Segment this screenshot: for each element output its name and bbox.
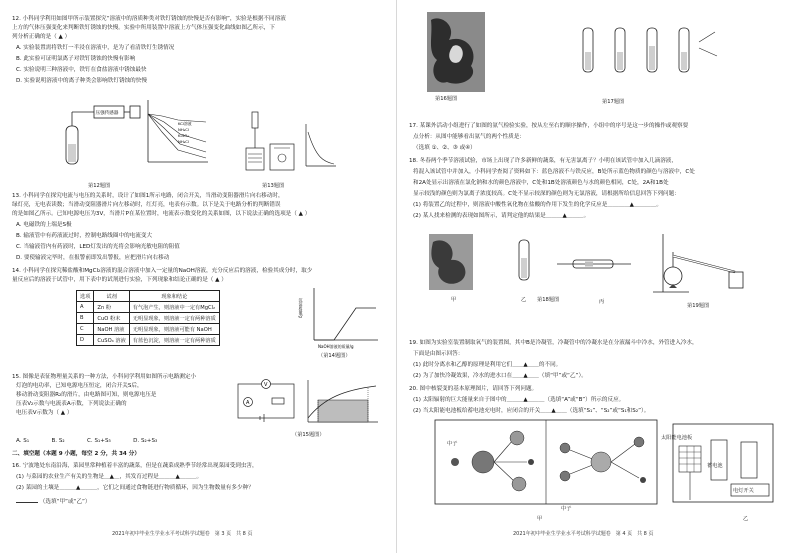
svg-text:V: V [264,382,268,388]
fig18-label-c: 丙 [599,299,605,305]
q13-option-c: C. 当输液管内有药液时，LED灯发出的光将会影响光敏电阻的阻值 [16,244,180,250]
page-right [397,0,794,553]
fig19-diagram [649,230,769,298]
fig20-tag-neutron-1: 中子 [447,441,458,447]
q15-stem: 15. 图像是表征物理量关系的一种方法，小科同学利用如图所示电路测定小 [12,374,197,380]
fig12-legend-1: KCl溶液 [178,121,192,126]
table-row [77,335,220,346]
q12-option-a: A. 实验装置需将铁钉一半浸在溶液中，是为了看清铁钉生锈情况 [16,45,175,51]
table-header-cell: 试剂 [94,291,129,302]
q14-stem: 14. 小科同学在探究稀盐酸和MgCl₂溶液的混合溶液中加入一定量的NaOH溶液，充分反应后的溶液，检验其成分时，取少 [12,268,313,274]
q17-stem: 17. 某课外活动小组进行了如图的氨气检验实验，按从左至右的顺序操作，小组中的序号是这一步的操作或观察要 [409,123,689,129]
fig20-tag-solar-panel: 太阳能电池板 [661,435,693,441]
q12-stem: 12. 小科同学利用如图甲所示装置探究“溶液中的溶质种类对铁钉锈蚀的快慢是否有影响”，实验是根据不同溶液 [12,16,286,22]
q15-stem-4: 压表V₂示数与电流表A示数，下列说法正确的 [16,401,127,407]
table-cell: NaOH 溶液 [94,324,129,335]
q13-option-b: B. 输液管中有药液流过时，控制电路线圈中的电流变大 [16,233,153,239]
q18-stem-4: 显示较浅的颜色则为氯离子浓度较高。C处不显示较深的颜色则为无氯溶液，请根据所给信息回答下列问题： [413,191,680,197]
fig18-caption: 第18题图 [537,297,560,303]
fig12-device-label: 压强传感器 [95,111,119,116]
q12-option-b: B. 此实验可证明氯离子对铁钉锈蚀的快慢有影响 [16,56,136,62]
table-cell: B [77,313,94,324]
q18-line-1: (1) 将装置乙的过程中，则溶液中酸性氧化物在盐酸的作用下发生的化学反应是＿＿＿＿▲＿＿＿＿。 [413,202,662,208]
q18-stem: 18. 冬春两个季节溶液试验，市场上出现了许多新鲜的蔬菜，有无害氯离子？小明在该试管中加入几滴溶液， [409,158,677,164]
q17-stem-2: 点分析：从图中能够看出氨气的两个性质是： [413,134,525,140]
q12-option-d: D. 实验说明溶液中的离子种类会影响铁钉锈蚀的快慢 [16,78,147,84]
q19-stem-2: 下面是由图示回答： [413,351,464,357]
fig20-tag-battery: 蓄电池 [707,463,723,469]
answer-blank [16,497,38,503]
q13-option-d: D. 要使输液完毕时，在报警前即发出警报，应把滑片向右移动 [16,255,170,261]
table-header-cell: 现象和结论 [129,291,219,302]
q15-options: A. S₁ B. S₂ C. S₁+S₃ D. S₂+S₃ [16,438,158,444]
table-cell: 无明显现象，则溶液一定有两种溶质 [129,313,219,324]
footer-left: 2021年初中毕业生学业水平考试科学试题卷 第 3 页 共 8 页 [112,531,253,537]
table-header-row [77,291,220,302]
fig12-diagram [60,92,210,182]
table-cell: 有蓝色沉淀，则溶液一定有两种溶质 [129,335,219,346]
table-cell: C [77,324,94,335]
fig12-legend-4: NH₄Cl [178,139,189,144]
q14-stem-2: 量反应后的溶液于试管中，用下表中的试剂进行实验，下列现象和结论正确的是（ ▲ ） [12,277,227,283]
table-cell: CuSO₄ 溶液 [94,335,129,346]
table-row [77,324,220,335]
q19-line-2: (2) 为了加快冷凝效果，冷水的进水口在＿＿▲＿＿（填“甲”或“乙”）。 [413,373,587,379]
fig13-diagram [232,104,342,180]
q15-stem-5: 电压表V示数为（ ▲ ） [16,410,73,416]
q12-stem-3: 列分析正确的是（ ▲ ） [12,34,71,40]
q17-stem-3: （选填 ①、②、③ 或④） [413,145,476,151]
q15-stem-3: 移动滑动变阻器R₂的滑片，由电路图可知，则电源电压是 [16,392,157,398]
fig18-diagram [427,232,637,294]
q18-line-2: (2) 某人找来检测的表现如图所示，请判定他的结果是＿＿＿▲＿＿＿。 [413,213,590,219]
svg-text:A: A [246,400,250,406]
fig17-caption: 第17题图 [602,99,625,105]
table-header-cell: 选项 [77,291,94,302]
q16-line-2: (2) 菜园的土壤是＿＿＿▲＿＿＿，它们之间通过食物链进行物质循环，因为生物数量有多少种？ [16,485,254,491]
q19-stem: 19. 如图为实验室装置制取氧气的装置图，其中B是冷凝管，冷凝管中的冷凝水是在分液漏斗中冷水，外管进入冷水， [409,340,698,346]
q16-stem: 16. 宁波地处东南沿海，菜园里常种植着丰富的蔬菜，但是在蔬菜成熟季节经常出现菜园受到虫害， [12,463,258,469]
fig19-caption: 第19题图 [687,303,710,309]
fig16-caption: 第16题图 [435,96,458,102]
fig12-legend-3: K₂SO₄ [178,133,189,138]
fig14-graph [300,284,380,356]
fig14-ylabel: 沉淀质量/g [298,298,304,318]
table-cell: D [77,335,94,346]
q16-answer-line [16,497,91,506]
fig18-label-a: 甲 [451,297,457,303]
fig17-diagram [575,22,725,96]
table-row [77,313,220,324]
fig12-legend-2: NH₄Cl [178,127,189,132]
fig12-caption: 第12题图 [88,183,111,189]
fig20-tag-lamp-switch: 电灯开关 [733,488,754,494]
fig18-label-b: 乙 [521,297,527,303]
q16-line-1: (1) 与菜园的农业生产有关的生物是＿▲＿，其发育过程是＿＿＿▲＿＿＿。 [16,474,203,480]
fig15-diagram [232,378,382,430]
q20-line-2: (2) 当太阳能电池板给蓄电池充电时，应闭合的开关＿＿▲＿＿（选填“S₁”、“S₂”或“S₁和S₂”）。 [413,408,650,414]
fig15-caption: （第15题图） [292,432,325,438]
table-cell: CuO 粉末 [94,313,129,324]
fig20-diagram [435,420,775,510]
fig13-caption: 第13题图 [262,183,285,189]
fig20-tag-neutron-2: 中子 [561,506,572,512]
fig14-xlabel: NaOH溶液的质量/g [318,344,354,349]
table-cell: A [77,302,94,313]
table-cell: 无明显现象，则溶液可能有 NaOH [129,324,219,335]
q12-option-c: C. 实验说明三种溶液中，铁钉在食盐溶液中锈蚀最快 [16,67,147,73]
q15-stem-2: 灯泡的电功率，已知电源电压恒定，闭合开关S后， [16,383,143,389]
footer-right: 2021年初中毕业生学业水平考试科学试题卷 第 4 页 共 8 页 [513,531,654,537]
fig20-label-a: 甲 [537,516,543,522]
q13-stem-3: 的是如图乙所示。已知电源电压为3V，当滑片P在某位置时，电流表示数变化的关系如图，以下说法正确的选项是（ ▲ ） [12,211,311,217]
q13-option-a: A. 电磁铁的上端是S极 [16,222,72,228]
fig14-caption: （第14题图） [318,353,351,359]
q13-stem: 13. 小科同学在探究电流与电压的关系时，设计了如图1所示电路，闭合开关，当滑动变阻器滑片向右移动时， [12,193,284,199]
fig16-photo [427,12,485,92]
table-row [77,302,220,313]
q20-line-1: (1) 太阳辐射的巨大能量来自于图中的＿＿＿▲＿＿＿（选填“A”或“B”）所示的反应。 [413,397,625,403]
q16-line-3: （选填“甲”或“乙”） [39,499,91,505]
q13-stem-2: 绿灯亮，无电表读数；当滑动变阻器滑片向左移动时，红灯亮，电表有示数。以下是关于电路分析的判断错误 [12,202,281,208]
q12-stem-2: 上方的气体压强变化来判断铁钉锈蚀的快慢。实验中所用装置中溶液上方气体压强变化曲线如图乙所示，下 [12,25,275,31]
q18-stem-2: 将混入该试管中并加入，小科同学查阅了资料如下：蓝色溶液不与铁反应，B处所示蓝色物质的颜色与溶液中，C处 [413,169,695,175]
q19-line-1: (1) 此时分离水和乙醇的原理是利用它们＿＿▲＿＿的不同。 [413,362,562,368]
q14-table [76,290,220,346]
section-2-heading: 二、填空题（本题 9 小题，每空 2 分，共 34 分） [12,451,140,457]
table-cell: Zn 粉 [94,302,129,313]
table-cell: 有气泡产生，则溶液中一定有MgCl₂ [129,302,219,313]
q20-stem: 20. 图中核裂变的基本原理图片，请回答下列问题。 [409,386,538,392]
fig20-label-b: 乙 [743,516,749,522]
q18-stem-3: 和2A处显示出溶液在氯化钠和水的颜色溶液中，C处和1B处溶液颜色与水的颜色相同，C处，2A和1B处 [413,180,669,186]
